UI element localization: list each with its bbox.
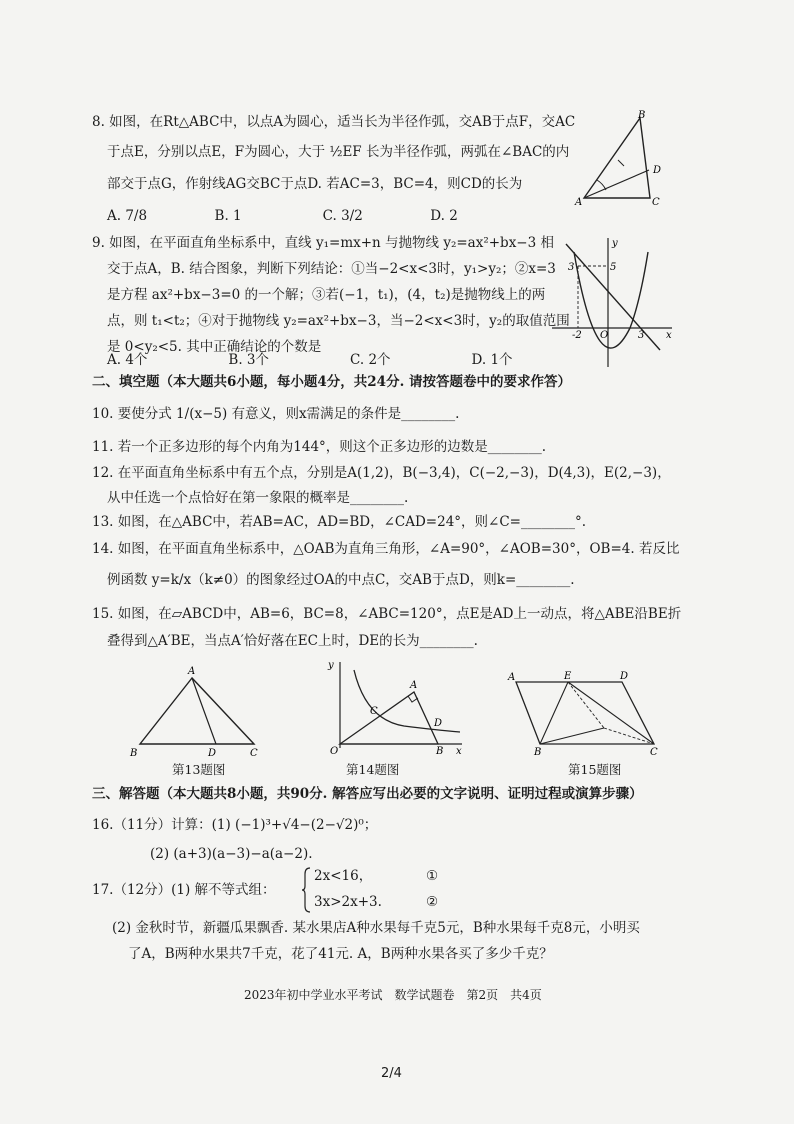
q17-circle2: ②	[426, 894, 439, 910]
q13-figure	[128, 664, 268, 760]
q13-text: 13. 如图，在△ABC中，若AB=AC，AD=BD，∠CAD=24°，则∠C=________°.	[92, 514, 587, 530]
q15-figure	[500, 668, 664, 758]
q14-label-x: x	[456, 746, 462, 756]
q15-line2: 叠得到△A′BE，当点A′恰好落在EC上时，DE的长为________.	[107, 633, 478, 649]
q9-options: A. 4个 B. 3个 C. 2个 D. 1个	[107, 352, 513, 368]
q17-line1: 17.（12分）(1) 解不等式组：	[92, 882, 276, 898]
q17-line3: 了A，B两种水果共7千克，花了41元. A，B两种水果各买了多少千克？	[128, 946, 553, 962]
q14-label-d: D	[434, 718, 443, 729]
q8-label-c: C	[652, 197, 660, 208]
q12-line1: 12. 在平面直角坐标系中有五个点，分别是A(1,2)，B(−3,4)，C(−2,−3)，D(4,3)，E(2,−3)，	[92, 465, 671, 481]
q8-line2: 于点E，分别以点E，F为圆心，大于 ½EF 长为半径作弧，两弧在∠BAC的内	[107, 144, 570, 160]
q9-label-y: y	[612, 238, 618, 249]
q17-inequality2: 3x>2x+3.	[314, 894, 382, 910]
caption-fig15: 第15题图	[568, 762, 622, 777]
q8-line3: 部交于点G，作射线AG交BC于点D. 若AC=3，BC=4，则CD的长为	[107, 176, 523, 192]
q17-circle1: ①	[426, 868, 439, 884]
q9-line3: 是方程 ax²+bx−3=0 的一个解；③若(−1，t₁)，(4，t₂)是抛物线上的两	[107, 287, 546, 303]
q13-label-d: D	[208, 748, 217, 759]
q15-label-e: E	[564, 671, 572, 682]
q9-line4: 点，则 t₁<t₂；④对于抛物线 y₂=ax²+bx−3，当−2<x<3时，y₂的取值范围	[107, 313, 570, 329]
q9-label-3x: 3	[638, 330, 645, 341]
page-number: 2/4	[381, 1066, 402, 1081]
q15-label-a: A	[508, 672, 516, 683]
q14-label-o: O	[330, 746, 339, 756]
q13-label-a: A	[188, 666, 196, 677]
page-footer: 2023年初中学业水平考试 数学试题卷 第2页 共4页	[244, 988, 542, 1002]
q15-label-b: B	[534, 747, 542, 758]
q9-label-x: x	[666, 330, 672, 341]
q9-label-3: 3	[568, 262, 575, 273]
q14-label-c: C	[370, 706, 378, 717]
q13-label-c: C	[250, 748, 258, 759]
section3-heading: 三、解答题（本大题共8小题，共90分. 解答应写出必要的文字说明、证明过程或演算步骤）	[92, 786, 643, 802]
q12-line2: 从中任选一个点恰好在第一象限的概率是________.	[107, 490, 409, 506]
q11-text: 11. 若一个正多边形的每个内角为144°，则这个正多边形的边数是________.	[92, 439, 547, 455]
q15-label-d: D	[620, 671, 629, 682]
q9-label-neg2: -2	[572, 330, 582, 341]
q16-line1: 16.（11分）计算：(1) (−1)³+√4−(2−√2)⁰；	[92, 817, 378, 833]
q9-label-o: O	[600, 330, 609, 341]
q8-line1: 8. 如图，在Rt△ABC中，以点A为圆心，适当长为半径作弧，交AB于点F，交AC	[92, 114, 576, 130]
q9-line2: 交于点A，B. 结合图象，判断下列结论：①当−2<x<3时，y₁>y₂；②x=3	[107, 261, 556, 277]
q17-brace	[302, 866, 312, 914]
q8-label-a: A	[575, 197, 583, 208]
q16-line2: (2) (a+3)(a−3)−a(a−2).	[150, 846, 313, 862]
q8-figure	[572, 110, 672, 210]
q13-label-b: B	[130, 748, 138, 759]
caption-fig13: 第13题图	[172, 762, 226, 777]
q14-label-a: A	[410, 680, 418, 691]
caption-fig14: 第14题图	[346, 762, 400, 777]
q14-label-b: B	[436, 746, 444, 756]
q14-label-y: y	[328, 660, 334, 671]
q17-line2: (2) 金秋时节，新疆瓜果飘香. 某水果店A种水果每千克5元，B种水果每千克8元，小明买	[112, 920, 640, 936]
q9-figure	[548, 232, 676, 372]
q14-line1: 14. 如图，在平面直角坐标系中，△OAB为直角三角形，∠A=90°，∠AOB=30°，OB=4. 若反比	[92, 541, 680, 557]
section2-heading: 二、填空题（本大题共6小题，每小题4分，共24分. 请按答题卷中的要求作答）	[92, 374, 571, 390]
q17-inequality1: 2x<16，	[314, 868, 373, 884]
q10-text: 10. 要使分式 1/(x−5) 有意义，则x需满足的条件是________.	[92, 406, 460, 422]
q8-options: A. 7/8 B. 1 C. 3/2 D. 2	[107, 208, 458, 224]
q9-line1: 9. 如图，在平面直角坐标系中，直线 y₁=mx+n 与抛物线 y₂=ax²+bx−3 相	[92, 235, 554, 251]
q15-label-c: C	[650, 747, 658, 758]
q9-label-5: 5	[610, 262, 617, 273]
q8-label-d: D	[653, 165, 662, 176]
q8-label-b: B	[638, 110, 646, 121]
q15-line1: 15. 如图，在▱ABCD中，AB=6，BC=8，∠ABC=120°，点E是AD上一动点，将△ABE沿BE折	[92, 606, 682, 622]
q9-line5: 是 0<y₂<5. 其中正确结论的个数是	[107, 339, 322, 355]
q14-line2: 例函数 y=k/x（k≠0）的图象经过OA的中点C，交AB于点D，则k=________.	[107, 572, 575, 588]
q14-figure	[316, 656, 466, 756]
